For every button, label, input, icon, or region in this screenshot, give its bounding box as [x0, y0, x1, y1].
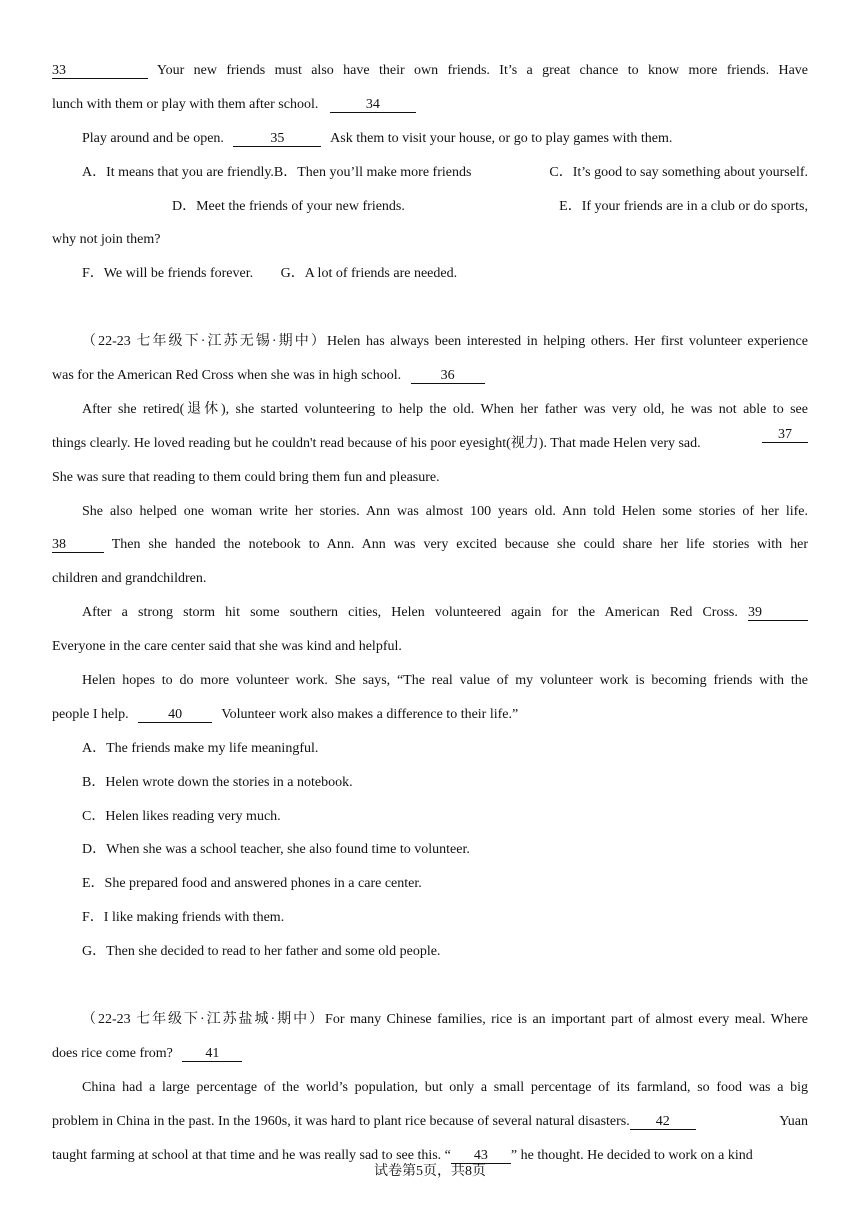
s1-options-row-4 [52, 257, 808, 291]
s3-text: does rice come from? [52, 1045, 173, 1061]
blank-39[interactable]: 39 [748, 605, 808, 621]
blank-35[interactable]: 35 [233, 131, 321, 147]
s3-text: For many Chinese families, rice is an important part of almost every meal. Where [325, 1011, 808, 1027]
s2-text: people I help. [52, 706, 129, 722]
s2-line-12 [52, 698, 808, 732]
option-a[interactable]: A．It means that you are friendly. [82, 164, 274, 180]
option-d[interactable]: D．When she was a school teacher, she also found time to volunteer. [82, 842, 470, 858]
source-tag: （22-23 七年级下·江苏无锡·期中） [82, 334, 327, 350]
source-tag: （22-23 七年级下·江苏盐城·期中） [82, 1011, 326, 1027]
s1-line-3 [52, 122, 808, 156]
s3-line-4 [52, 1105, 808, 1139]
s1-text: lunch with them or play with them after school. [52, 96, 319, 112]
option-a[interactable]: A．The friends make my life meaningful. [82, 740, 319, 756]
s1-options-row-1 [52, 156, 808, 190]
s1-text: Play around and be open. [82, 130, 224, 146]
option-f[interactable]: F．We will be friends forever. [82, 266, 254, 282]
blank-40[interactable]: 40 [138, 707, 212, 723]
s2-line-10 [52, 630, 808, 664]
option-c[interactable]: C．Helen likes reading very much. [82, 808, 281, 824]
s1-options-row-2 [52, 190, 808, 224]
blank-34[interactable]: 34 [330, 97, 416, 113]
s1-text: Your new friends must also have their own friends. It’s a great chance to know more friends. Have [156, 63, 808, 78]
s1-text: Ask them to visit your house, or go to play games with them. [330, 130, 673, 146]
option-f[interactable]: F．I like making friends with them. [82, 910, 285, 926]
s2-text: Helen has always been interested in helping others. Her first volunteer experience [326, 334, 808, 350]
option-e-cont: why not join them? [52, 232, 161, 248]
s3-line-3 [52, 1071, 808, 1105]
s2-line-9 [52, 596, 808, 630]
s1-options-row-3 [52, 223, 808, 257]
s1-line-2 [52, 88, 808, 122]
option-d[interactable]: D．Meet the friends of your new friends. [172, 198, 405, 214]
s2-line-1 [52, 325, 808, 359]
s2-text: Helen hopes to do more volunteer work. She says, “The real value of my volunteer work is becoming friends with the [82, 673, 808, 689]
s2-text: Then she handed the notebook to Ann. Ann was very excited because she could share her life stories with her [111, 537, 809, 553]
s3-line-2 [52, 1037, 808, 1071]
s2-line-3 [52, 393, 808, 427]
s2-line-4 [52, 427, 808, 461]
page-footer: 试卷第5页，共8页 [374, 1164, 486, 1179]
s2-line-11 [52, 664, 808, 698]
s3-text: taught farming at school at that time and he was really sad to see this. “ [52, 1147, 451, 1163]
blank-42[interactable]: 42 [630, 1114, 696, 1130]
option-e[interactable]: E．She prepared food and answered phones in a care center. [82, 876, 422, 892]
option-b[interactable]: B．Helen wrote down the stories in a notebook. [82, 774, 353, 790]
option-g[interactable]: G．Then she decided to read to her father and some old people. [82, 944, 441, 960]
s2-text: After she retired(退休), she started volunteering to help the old. When her father was very old, he was not able to see [82, 401, 808, 417]
s2-line-6 [52, 495, 808, 529]
s2-text: Volunteer work also makes a difference to their life.” [221, 706, 519, 722]
document-page [52, 54, 808, 1172]
blank-37[interactable]: 37 [762, 427, 808, 443]
s2-line-2 [52, 359, 808, 393]
s2-text: She was sure that reading to them could bring them fun and pleasure. [52, 469, 440, 485]
s1-line-1 [52, 54, 808, 88]
s3-text: Yuan [779, 1113, 808, 1129]
s3-line-1 [52, 1003, 808, 1037]
s2-text: After a strong storm hit some southern cities, Helen volunteered again for the American Red Cross. [82, 605, 738, 621]
s2-text: Everyone in the care center said that she was kind and helpful. [52, 639, 402, 655]
s2-line-8 [52, 562, 808, 596]
option-c[interactable]: C．It’s good to say something about yourself. [549, 164, 808, 180]
blank-36[interactable]: 36 [411, 368, 485, 384]
option-g[interactable]: G．A lot of friends are needed. [280, 266, 458, 282]
s2-text: was for the American Red Cross when she was in high school. [52, 368, 402, 384]
s3-text: ” he thought. He decided to work on a kind [510, 1147, 753, 1163]
s2-line-7 [52, 528, 808, 562]
s2-text: things clearly. He loved reading but he couldn't read because of his poor eyesight(视力). That made Helen very sad. [52, 435, 701, 451]
option-b[interactable]: B．Then you’ll make more friends [273, 164, 472, 180]
blank-41[interactable]: 41 [182, 1046, 242, 1062]
blank-33[interactable]: 33 [52, 63, 148, 79]
s2-text: She also helped one woman write her stories. Ann was almost 100 years old. Ann told Helen some stories of her life. [82, 503, 808, 519]
s2-line-5 [52, 461, 808, 495]
s3-text: problem in China in the past. In the 1960s, it was hard to plant rice because of several natural disasters. [52, 1113, 630, 1129]
option-e[interactable]: E．If your friends are in a club or do sports, [559, 198, 808, 214]
s3-text: China had a large percentage of the world’s population, but only a small percentage of its farmland, so food was a big [82, 1079, 808, 1095]
blank-43[interactable]: 43 [451, 1148, 511, 1164]
blank-38[interactable]: 38 [52, 537, 104, 553]
s2-text: children and grandchildren. [52, 571, 207, 587]
